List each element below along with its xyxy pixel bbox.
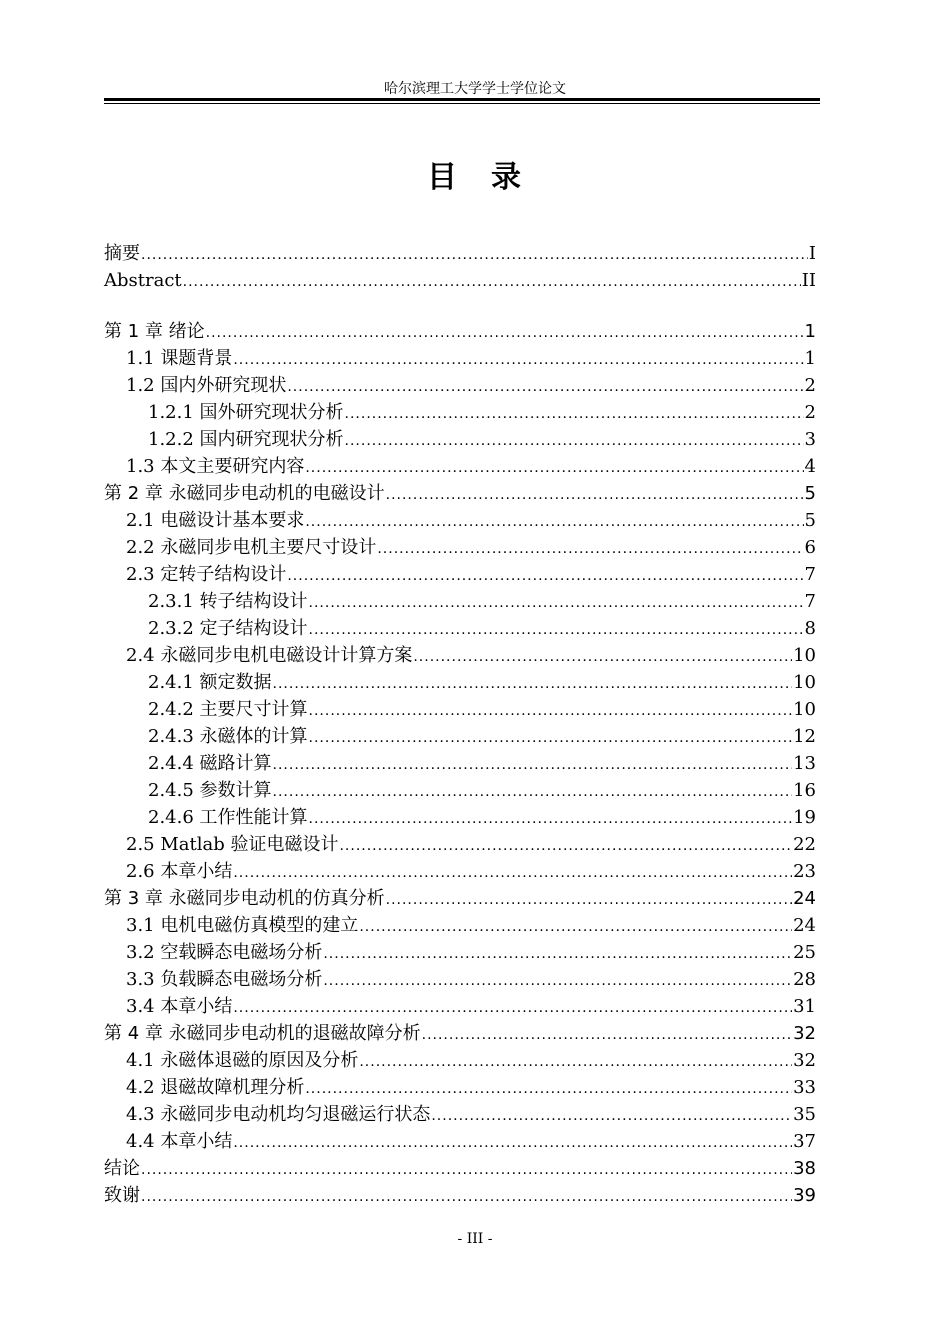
toc-entry <box>104 588 816 615</box>
toc-entry-page: II <box>801 270 816 291</box>
dot-leader <box>386 482 804 509</box>
toc-entry-page: 12 <box>793 726 816 747</box>
toc-entry <box>104 804 816 831</box>
toc-entry-page: 5 <box>804 510 816 531</box>
toc-entry-label: 2.6 本章小结 <box>126 861 233 882</box>
toc-entry <box>104 858 816 885</box>
toc-entry-page: 24 <box>793 915 816 936</box>
toc-entry <box>104 615 816 642</box>
toc-entry-label: 第 1 章 绪论 <box>104 321 205 342</box>
dot-leader <box>309 725 793 752</box>
toc-entry-page: 1 <box>804 348 816 369</box>
toc-entry-page: 4 <box>804 456 816 477</box>
toc-entry <box>104 453 816 480</box>
toc-entry-label: 4.4 本章小结 <box>126 1131 233 1152</box>
toc-entry-page: 39 <box>793 1185 816 1206</box>
toc-entry-label: 2.4 永磁同步电机电磁设计计算方案 <box>126 645 413 666</box>
dot-leader <box>206 320 804 347</box>
table-of-contents <box>104 240 816 1209</box>
dot-leader <box>309 590 804 617</box>
dot-leader <box>413 644 792 671</box>
toc-entry-label: 致谢 <box>104 1185 140 1206</box>
toc-entry <box>104 885 816 912</box>
dot-leader <box>273 779 793 806</box>
toc-entry-label: 2.3.2 定子结构设计 <box>148 618 308 639</box>
toc-entry-label: 2.1 电磁设计基本要求 <box>126 510 305 531</box>
dot-leader <box>273 752 793 779</box>
toc-entry-label: 3.3 负载瞬态电磁场分析 <box>126 969 323 990</box>
dot-leader <box>359 914 792 941</box>
toc-entry <box>104 993 816 1020</box>
toc-entry-page: 7 <box>804 591 816 612</box>
toc-entry-page: 19 <box>793 807 816 828</box>
dot-leader <box>233 860 792 887</box>
dot-leader <box>141 1157 792 1184</box>
toc-entry <box>104 912 816 939</box>
toc-entry-page: 8 <box>804 618 816 639</box>
toc-entry-page: 33 <box>793 1077 816 1098</box>
toc-entry <box>104 1155 816 1182</box>
dot-leader <box>305 509 803 536</box>
toc-entry <box>104 267 816 294</box>
toc-entry <box>104 1047 816 1074</box>
header-rule-thick <box>104 98 820 101</box>
dot-leader <box>287 374 803 401</box>
toc-entry-page: 28 <box>793 969 816 990</box>
toc-entry-page: 25 <box>793 942 816 963</box>
toc-entry <box>104 669 816 696</box>
dot-leader <box>305 455 803 482</box>
toc-entry <box>104 750 816 777</box>
toc-entry-page: 13 <box>793 753 816 774</box>
toc-entry-label: 4.3 永磁同步电动机均匀退磁运行状态 <box>126 1104 431 1125</box>
front-matter-list <box>104 240 816 294</box>
toc-entry-label: 摘要 <box>104 243 140 264</box>
toc-entry <box>104 507 816 534</box>
toc-entry <box>104 426 816 453</box>
toc-entry-label: 第 2 章 永磁同步电动机的电磁设计 <box>104 483 385 504</box>
toc-entry-page: 31 <box>793 996 816 1017</box>
toc-entry <box>104 372 816 399</box>
toc-entry <box>104 240 816 267</box>
dot-leader <box>386 887 792 914</box>
toc-entry-label: 第 3 章 永磁同步电动机的仿真分析 <box>104 888 385 909</box>
dot-leader <box>431 1103 792 1130</box>
toc-entry <box>104 939 816 966</box>
toc-entry-page: 10 <box>793 672 816 693</box>
toc-entry-label: 2.4.2 主要尺寸计算 <box>148 699 308 720</box>
toc-entry <box>104 561 816 588</box>
toc-entry-label: 1.1 课题背景 <box>126 348 233 369</box>
toc-entry-label: 2.2 永磁同步电机主要尺寸设计 <box>126 537 377 558</box>
toc-entry-label: 2.4.5 参数计算 <box>148 780 272 801</box>
toc-entry <box>104 345 816 372</box>
toc-entry-page: 32 <box>793 1023 816 1044</box>
toc-entry-page: 22 <box>793 834 816 855</box>
dot-leader <box>141 1184 792 1211</box>
toc-entry-page: 24 <box>793 888 816 909</box>
toc-entry <box>104 696 816 723</box>
dot-leader <box>287 563 803 590</box>
toc-entry-label: 4.2 退磁故障机理分析 <box>126 1077 305 1098</box>
toc-entry-label: 结论 <box>104 1158 140 1179</box>
toc-entry-page: 32 <box>793 1050 816 1071</box>
dot-leader <box>273 671 793 698</box>
toc-entry-page: 2 <box>804 402 816 423</box>
toc-entry-page: 6 <box>804 537 816 558</box>
toc-entry <box>104 1020 816 1047</box>
dot-leader <box>233 995 792 1022</box>
toc-entry <box>104 534 816 561</box>
toc-entry-page: 37 <box>793 1131 816 1152</box>
toc-entry <box>104 1074 816 1101</box>
dot-leader <box>309 698 793 725</box>
page-number: - III - <box>457 1231 493 1247</box>
toc-entry-label: 2.4.6 工作性能计算 <box>148 807 308 828</box>
toc-entry-page: 10 <box>793 645 816 666</box>
toc-entry-label: 2.3 定转子结构设计 <box>126 564 287 585</box>
dot-leader <box>309 806 793 833</box>
toc-entry-label: 2.4.1 额定数据 <box>148 672 272 693</box>
toc-entry-page: 10 <box>793 699 816 720</box>
dot-leader <box>323 941 792 968</box>
section-gap <box>104 294 816 318</box>
toc-entry-label: Abstract <box>104 270 182 291</box>
toc-entry <box>104 480 816 507</box>
dot-leader <box>345 428 804 455</box>
dot-leader <box>359 1049 792 1076</box>
toc-entry-label: 2.4.3 永磁体的计算 <box>148 726 308 747</box>
toc-entry-page: 16 <box>793 780 816 801</box>
dot-leader <box>345 401 804 428</box>
dot-leader <box>377 536 803 563</box>
toc-entry <box>104 1128 816 1155</box>
dot-leader <box>183 269 801 296</box>
toc-entry <box>104 966 816 993</box>
toc-entry <box>104 399 816 426</box>
dot-leader <box>422 1022 792 1049</box>
toc-entry-page: 7 <box>804 564 816 585</box>
dot-leader <box>233 347 803 374</box>
page-title: 目 录 <box>427 160 523 195</box>
toc-entry-label: 2.3.1 转子结构设计 <box>148 591 308 612</box>
toc-entry <box>104 1182 816 1209</box>
toc-entry <box>104 318 816 345</box>
toc-entry-page: 3 <box>804 429 816 450</box>
toc-entry-label: 4.1 永磁体退磁的原因及分析 <box>126 1050 359 1071</box>
dot-leader <box>339 833 792 860</box>
toc-entry <box>104 723 816 750</box>
toc-entry <box>104 777 816 804</box>
dot-leader <box>233 1130 792 1157</box>
toc-entry-label: 1.2.1 国外研究现状分析 <box>148 402 344 423</box>
toc-entry-page: 23 <box>793 861 816 882</box>
toc-entry <box>104 642 816 669</box>
toc-entry-label: 3.1 电机电磁仿真模型的建立 <box>126 915 359 936</box>
toc-entry-label: 2.4.4 磁路计算 <box>148 753 272 774</box>
header-rule-thin <box>104 103 820 104</box>
toc-entry-label: 1.2.2 国内研究现状分析 <box>148 429 344 450</box>
toc-entry-label: 1.2 国内外研究现状 <box>126 375 287 396</box>
dot-leader <box>323 968 792 995</box>
toc-entry <box>104 831 816 858</box>
dot-leader <box>309 617 804 644</box>
running-header: 哈尔滨理工大学学士学位论文 <box>384 81 566 97</box>
toc-entry <box>104 1101 816 1128</box>
chapter-list <box>104 318 816 1209</box>
toc-entry-page: 5 <box>804 483 816 504</box>
toc-entry-page: 2 <box>804 375 816 396</box>
toc-entry-page: 38 <box>793 1158 816 1179</box>
toc-entry-label: 3.4 本章小结 <box>126 996 233 1017</box>
dot-leader <box>141 242 808 269</box>
toc-entry-label: 3.2 空载瞬态电磁场分析 <box>126 942 323 963</box>
toc-entry-label: 2.5 Matlab 验证电磁设计 <box>126 834 339 855</box>
toc-entry-label: 1.3 本文主要研究内容 <box>126 456 305 477</box>
toc-entry-page: 35 <box>793 1104 816 1125</box>
toc-entry-page: 1 <box>804 321 816 342</box>
toc-entry-label: 第 4 章 永磁同步电动机的退磁故障分析 <box>104 1023 421 1044</box>
toc-entry-page: I <box>808 243 816 264</box>
dot-leader <box>305 1076 792 1103</box>
